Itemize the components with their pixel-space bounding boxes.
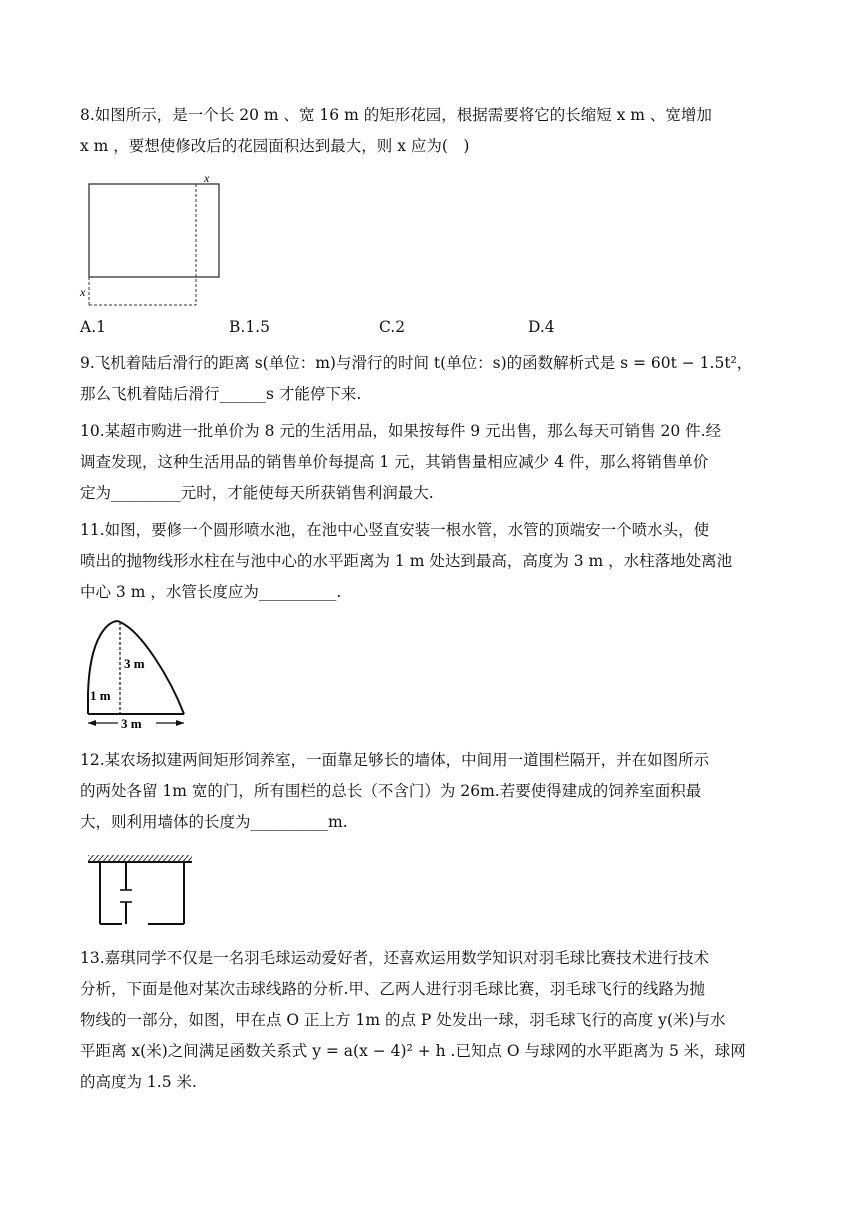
fountain-dim-arrow-right [176, 720, 184, 726]
q8-option-c: C.2 [379, 318, 406, 336]
fountain-dim-arrow-left [88, 720, 96, 726]
q10-line-3: 定为_________元时，才能使每天所获销售利润最大. [80, 484, 434, 502]
q12-pen-figure [86, 852, 196, 930]
q11-line-3: 中心 3 m ，水管长度应为__________. [80, 583, 342, 601]
q13-line-4: 平距离 x(米)之间满足函数关系式 y = a(x − 4)² + h .已知点 O 与球网的水平距离为 5 米，球网 [80, 1042, 746, 1060]
q8-option-a: A.1 [80, 318, 106, 336]
q13-line-5: 的高度为 1.5 米. [80, 1073, 197, 1091]
q10-line-2: 调查发现，这种生活用品的销售单价每提高 1 元，其销售量相应减少 4 件，那么将销售单价 [80, 453, 709, 471]
q8-option-b: B.1.5 [229, 318, 270, 336]
fountain-label-pipe: 1 m [90, 688, 111, 703]
q9-line-2: 那么飞机着陆后滑行______s 才能停下来. [80, 385, 362, 403]
q11-line-2: 喷出的抛物线形水柱在与池中心的水平距离为 1 m 处达到最高，高度为 3 m ，水柱落地处离池 [80, 552, 733, 570]
q8-line-1: 8.如图所示，是一个长 20 m 、宽 16 m 的矩形花园，根据需要将它的长缩短 x m 、宽增加 [80, 106, 712, 124]
garden-label-x-left: x [80, 285, 86, 299]
q12-line-1: 12.某农场拟建两间矩形饲养室，一面靠足够长的墙体，中间用一道围栏隔开，并在如图所示 [80, 751, 710, 769]
q11-fountain-figure [82, 618, 192, 733]
q8-option-d: D.4 [528, 318, 555, 336]
q9-line-1: 9.飞机着陆后滑行的距离 s(单位：m)与滑行的时间 t(单位：s)的函数解析式是 s = 60t − 1.5t²， [80, 354, 753, 372]
q12-line-2: 的两处各留 1m 宽的门，所有围栏的总长（不含门）为 26m.若要使得建成的饲养室面积最 [80, 782, 702, 800]
garden-rectangle [89, 184, 219, 277]
garden-label-x-top: x [204, 171, 210, 185]
q13-line-1: 13.嘉琪同学不仅是一名羽毛球运动爱好者，还喜欢运用数学知识对羽毛球比赛技术进行技术 [80, 949, 710, 967]
q8-line-2: x m ，要想使修改后的花园面积达到最大，则 x 应为( ) [80, 137, 470, 155]
q13-line-3: 物线的一部分，如图，甲在点 O 正上方 1m 的点 P 处发出一球，羽毛球飞行的高度 y(米)与水 [80, 1011, 726, 1029]
q12-line-3: 大，则利用墙体的长度为__________m. [80, 813, 348, 831]
fountain-label-base: 3 m [121, 716, 142, 731]
fountain-label-height: 3 m [124, 656, 145, 671]
q11-line-1: 11.如图，要修一个圆形喷水池，在池中心竖直安装一根水管，水管的顶端安一个喷水头，使 [80, 521, 710, 539]
q13-line-2: 分析，下面是他对某次击球线路的分析.甲、乙两人进行羽毛球比赛，羽毛球飞行的线路为抛 [80, 980, 705, 998]
q10-line-1: 10.某超市购进一批单价为 8 元的生活用品，如果按每件 9 元出售，那么每天可销售 20 件.经 [80, 422, 722, 440]
wall-hatching [88, 855, 192, 862]
q8-garden-figure [80, 172, 230, 312]
